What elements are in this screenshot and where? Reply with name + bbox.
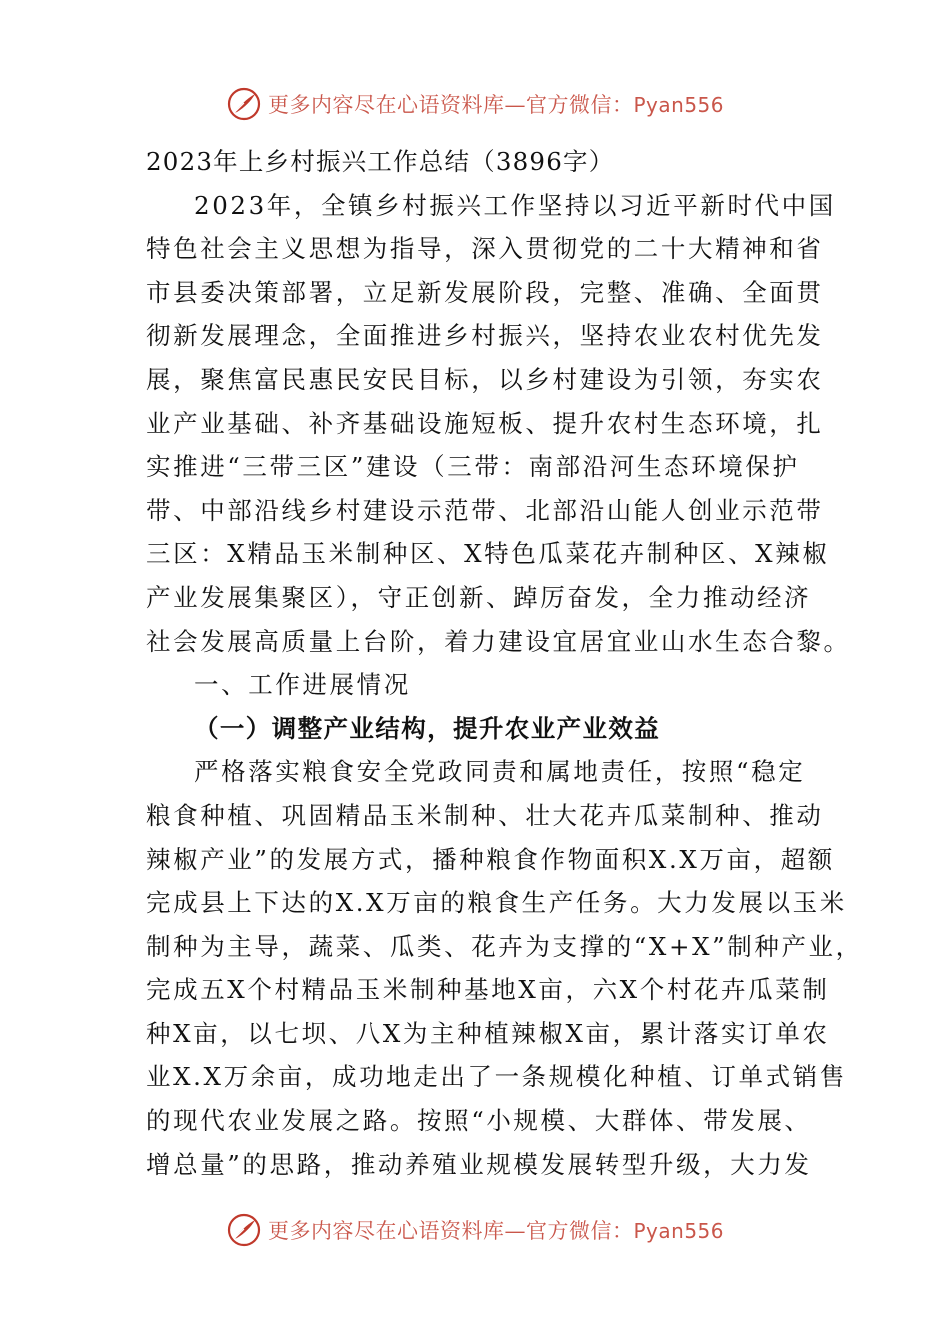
para2-line-7: 种X亩，以七坝、八X为主种植辣椒X亩，累计落实订单农 — [146, 1018, 830, 1048]
para1-line-7: 实推进“三带三区”建设（三带：南部沿河生态环境保护 — [146, 452, 800, 482]
quill-logo-icon — [226, 86, 262, 122]
para2-line-6: 完成五X个村精品玉米制种基地X亩，六X个村花卉瓜菜制 — [146, 975, 830, 1005]
para2-line-1: 严格落实粮食安全党政同责和属地责任，按照“稳定 — [194, 757, 806, 787]
para1-line-3: 市县委决策部署，立足新发展阶段，完整、准确、全面贯 — [146, 277, 824, 307]
watermark-id: Pyan556 — [633, 1219, 724, 1243]
para1-line-8: 带、中部沿线乡村建设示范带、北部沿山能人创业示范带 — [146, 495, 824, 525]
para2-line-10: 增总量”的思路，推动养殖业规模发展转型升级，大力发 — [146, 1149, 812, 1179]
watermark-text: 更多内容尽在心语资料库—官方微信：Pyan556 — [267, 1219, 724, 1243]
document-title: 2023年上乡村振兴工作总结（3896字） — [146, 147, 615, 176]
para2-line-5: 制种为主导，蔬菜、瓜类、花卉为支撑的“X+X”制种产业， — [146, 931, 863, 961]
para1-line-5: 展，聚焦富民惠民安民目标，以乡村建设为引领，夯实农 — [146, 364, 824, 394]
para1-line-6: 业产业基础、补齐基础设施短板、提升农村生态环境，扎 — [146, 408, 824, 438]
watermark-id: Pyan556 — [633, 93, 724, 117]
document-body — [146, 140, 863, 1186]
watermark-text: 更多内容尽在心语资料库—官方微信：Pyan556 — [267, 93, 724, 117]
watermark-bottom — [0, 1210, 950, 1250]
para1-line-11: 社会发展高质量上台阶，着力建设宜居宜业山水生态合黎。 — [146, 626, 851, 656]
para1-line-2: 特色社会主义思想为指导，深入贯彻党的二十大精神和省 — [146, 234, 824, 264]
para1-line-4: 彻新发展理念，全面推进乡村振兴，坚持农业农村优先发 — [146, 321, 824, 351]
subsection-heading-1: （一）调整产业结构，提升农业产业效益 — [194, 713, 661, 743]
watermark-top — [0, 84, 950, 124]
section-heading-1: 一、工作进展情况 — [194, 670, 411, 700]
para2-line-2: 粮食种植、巩固精品玉米制种、壮大花卉瓜菜制种、推动 — [146, 800, 824, 830]
para2-line-3: 辣椒产业”的发展方式，播种粮食作物面积X.X万亩，超额 — [146, 844, 835, 874]
para2-line-9: 的现代农业发展之路。按照“小规模、大群体、带发展、 — [146, 1106, 812, 1136]
para1-line-10: 产业发展集聚区），守正创新、踔厉奋发，全力推动经济 — [146, 582, 812, 612]
para1-line-1: 2023年，全镇乡村振兴工作坚持以习近平新时代中国 — [194, 190, 836, 220]
quill-logo-icon — [226, 1212, 262, 1248]
para1-line-9: 三区：X精品玉米制种区、X特色瓜菜花卉制种区、X辣椒 — [146, 539, 830, 569]
para2-line-4: 完成县上下达的X.X万亩的粮食生产任务。大力发展以玉米 — [146, 888, 847, 918]
para2-line-8: 业X.X万余亩，成功地走出了一条规模化种植、订单式销售 — [146, 1062, 847, 1092]
